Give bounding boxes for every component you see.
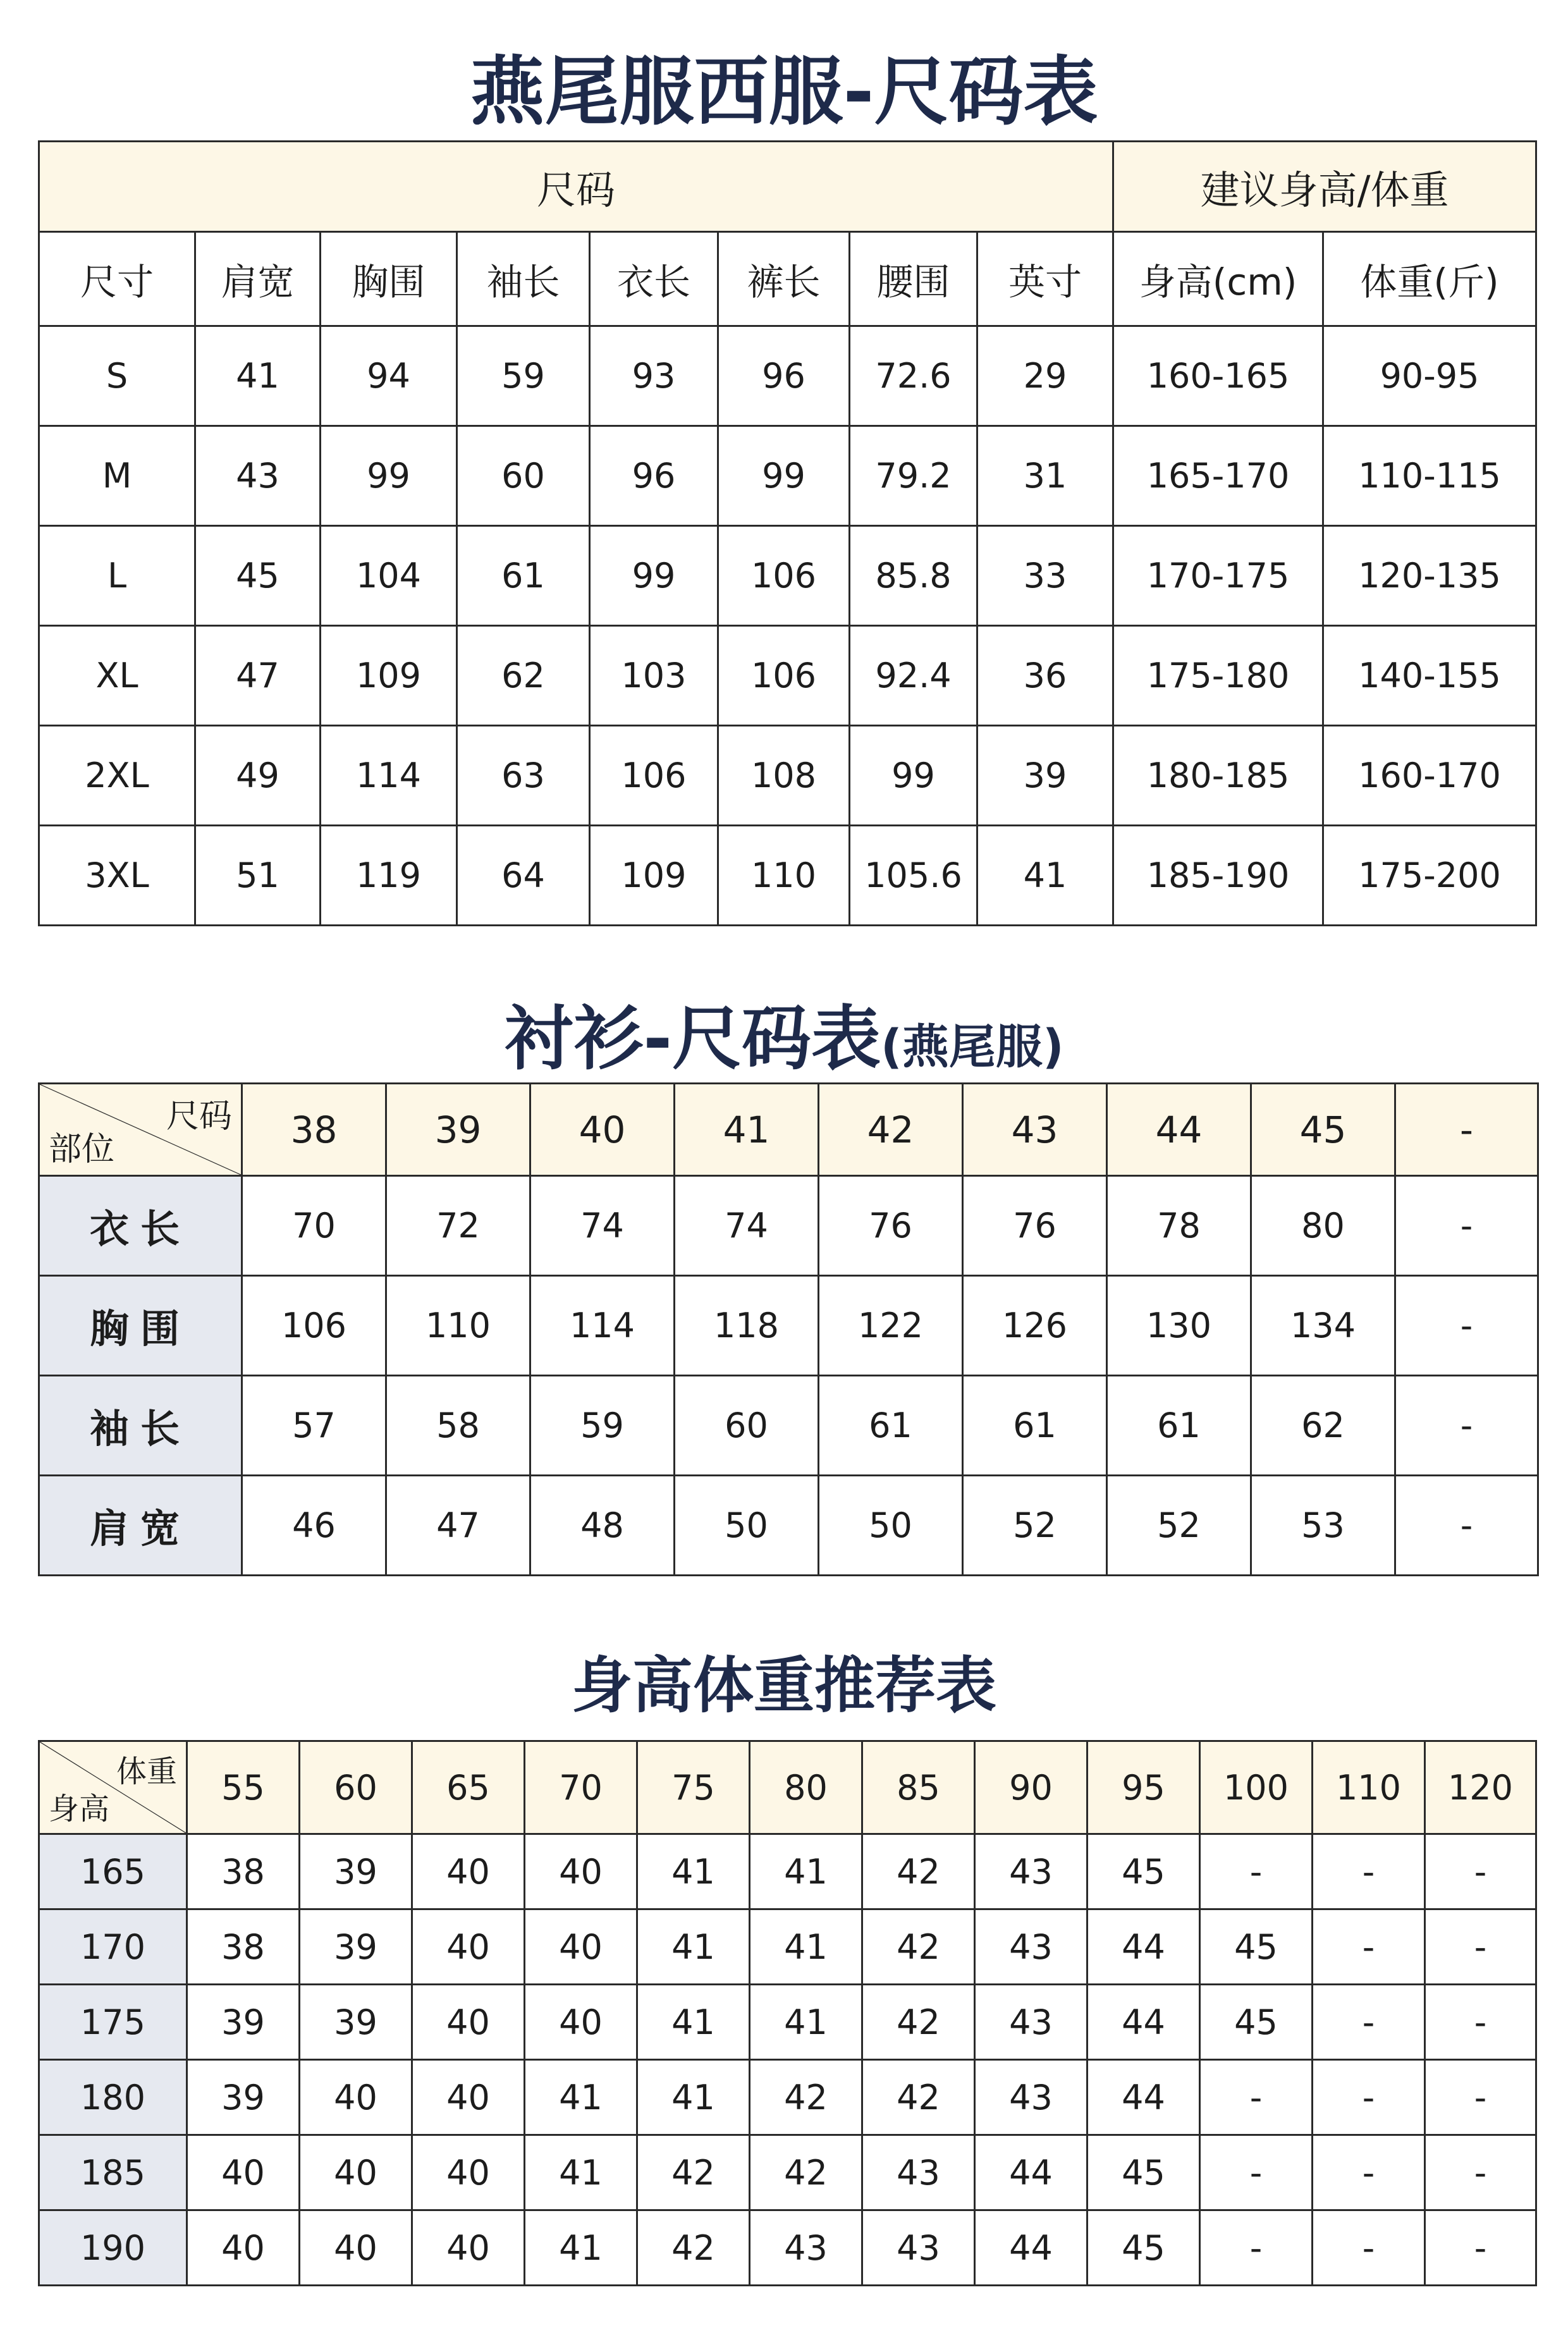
table-cell: 41 <box>637 1909 750 1985</box>
table-cell: - <box>1200 2210 1313 2286</box>
table-cell: - <box>1395 1176 1538 1276</box>
table-cell: 42 <box>750 2135 862 2210</box>
weight-header: 100 <box>1200 1741 1313 1834</box>
table-cell: 45 <box>195 526 321 626</box>
table-cell: 99 <box>321 426 457 526</box>
table-cell: - <box>1425 1834 1536 1909</box>
size-header: 40 <box>530 1084 675 1176</box>
table-cell: 41 <box>525 2060 637 2135</box>
table-cell: 114 <box>321 726 457 826</box>
table-cell: - <box>1425 2135 1536 2210</box>
table-cell: 42 <box>637 2210 750 2286</box>
table-cell: 42 <box>862 1834 975 1909</box>
column-header: 英寸 <box>977 232 1113 326</box>
table-row <box>39 1276 1538 1376</box>
table-cell: 76 <box>963 1176 1107 1276</box>
table-cell: 175-180 <box>1113 626 1323 726</box>
table-cell: 74 <box>530 1176 675 1276</box>
table-cell: 47 <box>386 1476 530 1576</box>
weight-header: 65 <box>412 1741 525 1834</box>
table-cell: 43 <box>862 2210 975 2286</box>
table-cell: 63 <box>457 726 590 826</box>
weight-header: 120 <box>1425 1741 1536 1834</box>
weight-header: 85 <box>862 1741 975 1834</box>
row-label: 袖长 <box>39 1376 242 1476</box>
table-cell: 40 <box>300 2210 412 2286</box>
table-cell: 70 <box>242 1176 386 1276</box>
height-label: 175 <box>39 1985 187 2060</box>
table-cell: 165-170 <box>1113 426 1323 526</box>
table-cell: 94 <box>321 326 457 426</box>
weight-header: 110 <box>1313 1741 1425 1834</box>
table-cell: 79.2 <box>850 426 977 526</box>
table-row <box>39 626 1536 726</box>
table-cell: 40 <box>525 1985 637 2060</box>
table-cell: 41 <box>637 2060 750 2135</box>
table-cell: 39 <box>300 1909 412 1985</box>
table-cell: 41 <box>750 1909 862 1985</box>
column-header: 裤长 <box>718 232 850 326</box>
column-header: 体重(斤) <box>1323 232 1536 326</box>
table-cell: 40 <box>412 2135 525 2210</box>
shirt-size-table <box>38 1082 1539 1576</box>
shirt-title-sub: (燕尾服) <box>881 1020 1064 1074</box>
table-cell: - <box>1425 1985 1536 2060</box>
table-cell: 119 <box>321 826 457 926</box>
table-cell: 42 <box>862 1909 975 1985</box>
table-cell: 59 <box>530 1376 675 1476</box>
table-cell: 41 <box>750 1834 862 1909</box>
column-header: 胸围 <box>321 232 457 326</box>
table-cell: S <box>39 326 195 426</box>
table-cell: - <box>1395 1476 1538 1576</box>
table-cell: 175-200 <box>1323 826 1536 926</box>
table-cell: 50 <box>675 1476 819 1576</box>
suit-size-table <box>38 140 1537 926</box>
suit-size-title: 燕尾服西服-尺码表 <box>470 48 1098 135</box>
table-cell: 85.8 <box>850 526 977 626</box>
table-cell: 40 <box>412 1909 525 1985</box>
table-cell: 45 <box>1200 1909 1313 1985</box>
table-cell: 41 <box>750 1985 862 2060</box>
table-cell: 118 <box>675 1276 819 1376</box>
table-cell: 44 <box>975 2210 1087 2286</box>
size-header: 41 <box>675 1084 819 1176</box>
row-label: 衣长 <box>39 1176 242 1276</box>
table-cell: - <box>1395 1276 1538 1376</box>
table-cell: 72 <box>386 1176 530 1276</box>
table-cell: 45 <box>1087 2210 1200 2286</box>
table-cell: 40 <box>300 2135 412 2210</box>
table-cell: - <box>1313 2060 1425 2135</box>
table-cell: 96 <box>718 326 850 426</box>
height-label: 190 <box>39 2210 187 2286</box>
table-cell: 92.4 <box>850 626 977 726</box>
table-cell: 39 <box>187 1985 300 2060</box>
table-cell: 96 <box>590 426 718 526</box>
table-cell: 185-190 <box>1113 826 1323 926</box>
table-row <box>39 1834 1536 1909</box>
table-cell: 40 <box>412 2060 525 2135</box>
table-cell: 41 <box>977 826 1113 926</box>
table-cell: 106 <box>718 526 850 626</box>
table-cell: 58 <box>386 1376 530 1476</box>
size-header: 39 <box>386 1084 530 1176</box>
table-cell: 53 <box>1251 1476 1395 1576</box>
table-cell: 40 <box>187 2210 300 2286</box>
table-cell: - <box>1425 2210 1536 2286</box>
table-cell: 72.6 <box>850 326 977 426</box>
table-cell: - <box>1425 2060 1536 2135</box>
table-cell: 44 <box>1087 1909 1200 1985</box>
table-row <box>39 1985 1536 2060</box>
table-cell: 60 <box>675 1376 819 1476</box>
table-row <box>39 826 1536 926</box>
column-header: 衣长 <box>590 232 718 326</box>
table-cell: 62 <box>457 626 590 726</box>
table-cell: 170-175 <box>1113 526 1323 626</box>
table-cell: 3XL <box>39 826 195 926</box>
table-cell: 140-155 <box>1323 626 1536 726</box>
table-cell: 49 <box>195 726 321 826</box>
table-cell: 31 <box>977 426 1113 526</box>
table-cell: 78 <box>1107 1176 1251 1276</box>
weight-header: 90 <box>975 1741 1087 1834</box>
height-label: 180 <box>39 2060 187 2135</box>
table-cell: 42 <box>750 2060 862 2135</box>
table-cell: 43 <box>975 1909 1087 1985</box>
table-cell: 51 <box>195 826 321 926</box>
table-cell: 93 <box>590 326 718 426</box>
diagonal-corner-header <box>39 1084 242 1176</box>
table-row <box>39 1176 1538 1276</box>
table-row <box>39 526 1536 626</box>
size-header: 38 <box>242 1084 386 1176</box>
table-cell: 160-170 <box>1323 726 1536 826</box>
recommend-title: 身高体重推荐表 <box>572 1650 996 1721</box>
weight-header: 60 <box>300 1741 412 1834</box>
corner-top-label: 尺码 <box>166 1098 232 1136</box>
table-cell: - <box>1200 1834 1313 1909</box>
table-cell: 42 <box>862 2060 975 2135</box>
size-header: 44 <box>1107 1084 1251 1176</box>
weight-header: 70 <box>525 1741 637 1834</box>
table-cell: 2XL <box>39 726 195 826</box>
table-cell: 40 <box>525 1834 637 1909</box>
table-cell: 180-185 <box>1113 726 1323 826</box>
table-cell: 106 <box>590 726 718 826</box>
table-cell: 40 <box>187 2135 300 2210</box>
table-row <box>39 1476 1538 1576</box>
table-cell: 105.6 <box>850 826 977 926</box>
size-header: 43 <box>963 1084 1107 1176</box>
table-cell: 38 <box>187 1909 300 1985</box>
table-cell: 110 <box>386 1276 530 1376</box>
table-cell: 42 <box>862 1985 975 2060</box>
table-cell: M <box>39 426 195 526</box>
table-cell: 45 <box>1087 2135 1200 2210</box>
size-header: 45 <box>1251 1084 1395 1176</box>
table-cell: 43 <box>195 426 321 526</box>
weight-header: 80 <box>750 1741 862 1834</box>
table-cell: 64 <box>457 826 590 926</box>
table-cell: 45 <box>1087 1834 1200 1909</box>
table-cell: - <box>1200 2060 1313 2135</box>
table-cell: 39 <box>300 1834 412 1909</box>
table-cell: 29 <box>977 326 1113 426</box>
table-cell: 122 <box>819 1276 963 1376</box>
table-cell: - <box>1200 2135 1313 2210</box>
height-label: 170 <box>39 1909 187 1985</box>
table-cell: 108 <box>718 726 850 826</box>
table-row <box>39 1376 1538 1476</box>
table-cell: 109 <box>321 626 457 726</box>
table-cell: XL <box>39 626 195 726</box>
table-cell: 41 <box>525 2135 637 2210</box>
table-cell: 52 <box>963 1476 1107 1576</box>
weight-header: 75 <box>637 1741 750 1834</box>
table-cell: 41 <box>637 1985 750 2060</box>
table-cell: 52 <box>1107 1476 1251 1576</box>
table-cell: 103 <box>590 626 718 726</box>
table-cell: 39 <box>187 2060 300 2135</box>
table-cell: 44 <box>975 2135 1087 2210</box>
table-cell: - <box>1313 1985 1425 2060</box>
table-cell: - <box>1425 1909 1536 1985</box>
column-header: 身高(cm) <box>1113 232 1323 326</box>
row-label: 肩宽 <box>39 1476 242 1576</box>
table-cell: 130 <box>1107 1276 1251 1376</box>
table-cell: 61 <box>819 1376 963 1476</box>
table-cell: 126 <box>963 1276 1107 1376</box>
recommend-group-header: 建议身高/体重 <box>1113 142 1536 232</box>
table-cell: 160-165 <box>1113 326 1323 426</box>
height-label: 185 <box>39 2135 187 2210</box>
table-cell: 40 <box>525 1909 637 1985</box>
table-cell: 114 <box>530 1276 675 1376</box>
table-cell: 99 <box>718 426 850 526</box>
weight-header: 55 <box>187 1741 300 1834</box>
table-cell: 43 <box>975 1985 1087 2060</box>
table-cell: 134 <box>1251 1276 1395 1376</box>
table-cell: 60 <box>457 426 590 526</box>
table-cell: 39 <box>977 726 1113 826</box>
table-cell: 43 <box>975 2060 1087 2135</box>
height-weight-table <box>38 1740 1537 2286</box>
table-cell: 57 <box>242 1376 386 1476</box>
table-cell: 106 <box>242 1276 386 1376</box>
diagonal-corner-header <box>39 1741 187 1834</box>
table-cell: 106 <box>718 626 850 726</box>
height-label: 165 <box>39 1834 187 1909</box>
table-cell: - <box>1395 1376 1538 1476</box>
table-cell: 110-115 <box>1323 426 1536 526</box>
row-label: 胸围 <box>39 1276 242 1376</box>
table-cell: 44 <box>1087 2060 1200 2135</box>
column-header: 尺寸 <box>39 232 195 326</box>
table-cell: 90-95 <box>1323 326 1536 426</box>
table-cell: 40 <box>412 2210 525 2286</box>
table-cell: 42 <box>637 2135 750 2210</box>
table-cell: 74 <box>675 1176 819 1276</box>
table-cell: 41 <box>637 1834 750 1909</box>
table-cell: 99 <box>850 726 977 826</box>
corner-bottom-label: 部位 <box>49 1131 115 1168</box>
table-cell: L <box>39 526 195 626</box>
table-cell: 104 <box>321 526 457 626</box>
table-cell: 61 <box>457 526 590 626</box>
column-header: 肩宽 <box>195 232 321 326</box>
column-header: 袖长 <box>457 232 590 326</box>
size-header: 42 <box>819 1084 963 1176</box>
table-cell: 109 <box>590 826 718 926</box>
table-cell: 43 <box>975 1834 1087 1909</box>
table-cell: 41 <box>195 326 321 426</box>
column-header: 腰围 <box>850 232 977 326</box>
table-cell: 38 <box>187 1834 300 1909</box>
table-cell: 62 <box>1251 1376 1395 1476</box>
table-cell: 44 <box>1087 1985 1200 2060</box>
table-cell: 47 <box>195 626 321 726</box>
table-cell: 33 <box>977 526 1113 626</box>
shirt-size-title <box>0 983 1568 1083</box>
table-row <box>39 426 1536 526</box>
table-cell: 36 <box>977 626 1113 726</box>
table-cell: 59 <box>457 326 590 426</box>
table-cell: - <box>1313 2135 1425 2210</box>
corner-top-label: 体重 <box>116 1754 177 1789</box>
table-cell: 61 <box>1107 1376 1251 1476</box>
table-row <box>39 326 1536 426</box>
size-header: - <box>1395 1084 1538 1176</box>
size-group-header: 尺码 <box>39 142 1113 232</box>
table-cell: 39 <box>300 1985 412 2060</box>
table-cell: 99 <box>590 526 718 626</box>
table-cell: 43 <box>750 2210 862 2286</box>
table-cell: 46 <box>242 1476 386 1576</box>
table-cell: 45 <box>1200 1985 1313 2060</box>
table-cell: 40 <box>300 2060 412 2135</box>
table-cell: 41 <box>525 2210 637 2286</box>
table-cell: - <box>1313 2210 1425 2286</box>
table-cell: 120-135 <box>1323 526 1536 626</box>
table-cell: 61 <box>963 1376 1107 1476</box>
table-cell: 40 <box>412 1834 525 1909</box>
table-row <box>39 2210 1536 2286</box>
table-cell: 48 <box>530 1476 675 1576</box>
shirt-title-main: 衬衫-尺码表 <box>504 998 881 1079</box>
table-cell: 50 <box>819 1476 963 1576</box>
table-row <box>39 1909 1536 1985</box>
table-row <box>39 2135 1536 2210</box>
weight-header: 95 <box>1087 1741 1200 1834</box>
table-cell: 76 <box>819 1176 963 1276</box>
table-row <box>39 2060 1536 2135</box>
table-cell: 43 <box>862 2135 975 2210</box>
table-cell: 80 <box>1251 1176 1395 1276</box>
table-cell: 40 <box>412 1985 525 2060</box>
table-row <box>39 726 1536 826</box>
table-cell: - <box>1313 1909 1425 1985</box>
corner-bottom-label: 身高 <box>49 1791 110 1827</box>
table-cell: 110 <box>718 826 850 926</box>
table-cell: - <box>1313 1834 1425 1909</box>
